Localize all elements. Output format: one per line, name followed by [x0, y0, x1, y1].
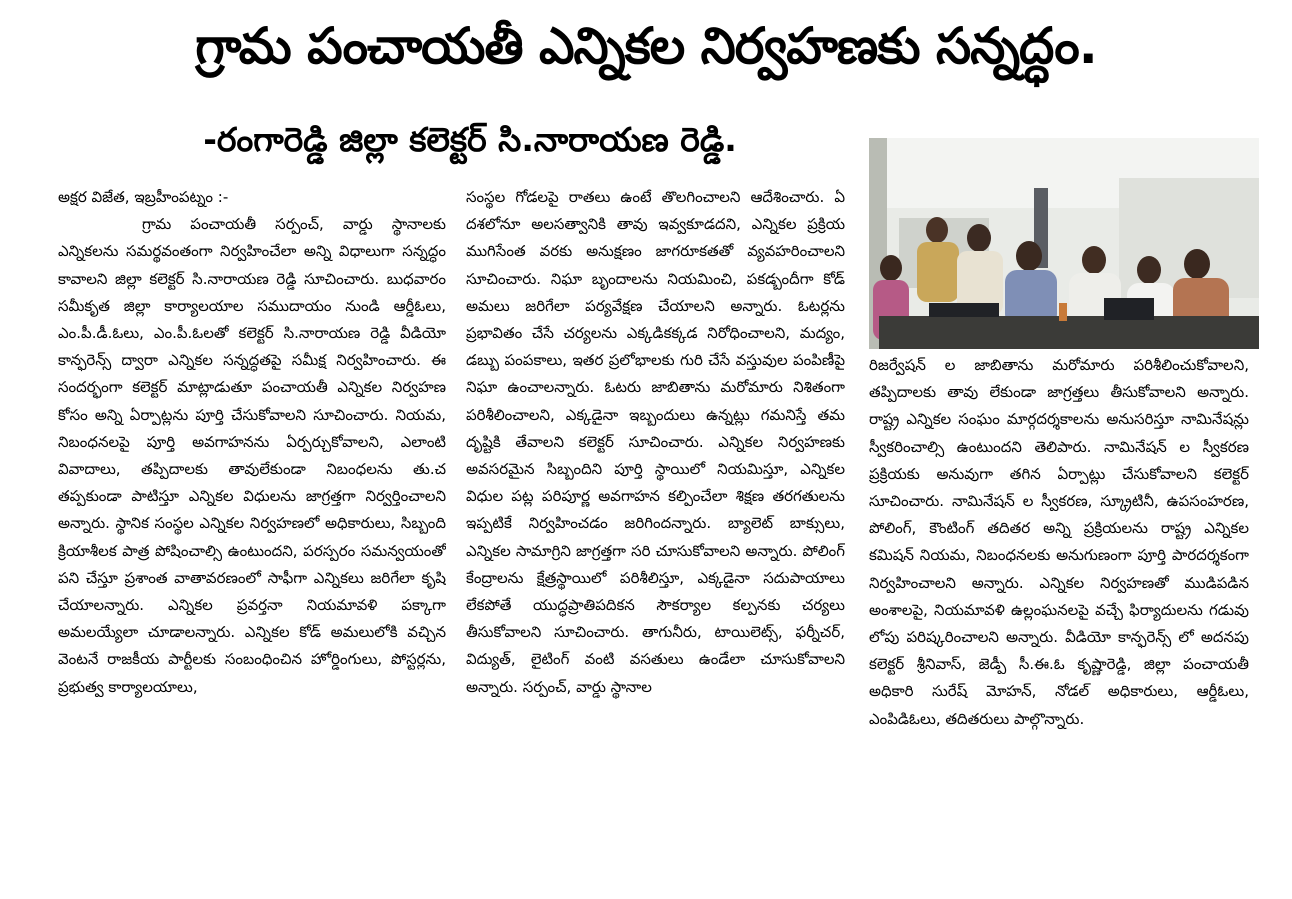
- article-text-1: గ్రామ పంచాయతీ సర్పంచ్, వార్డు స్థానాలకు ఎన్నికలను సమర్థవంతంగా నిర్వహించేలా అన్ని విధాలుగా సన్నద్ధం కావాలని జిల్లా కలెక్టర్ సి.నారాయణ రెడ్డి సూచించారు. బుధవారం సమీకృత జిల్లా కార్యాలయాల సముదాయం నుండి ఆర్డీఓలు, ఎం.పీ.డీ.ఓలు, ఎం.పీ.ఓలతో కలెక్టర్ సి.నారాయణ రెడ్డి వీడియో కాన్ఫరెన్స్ ద్వారా ఎన్నికల సన్నద్ధతపై సమీక్ష నిర్వహించారు. ఈ సందర్భంగా కలెక్టర్ మాట్లాడుతూ పంచాయతీ ఎన్నికల నిర్వహణ కోసం అన్ని ఏర్పాట్లను పూర్తి చేసుకోవాలని సూచించారు. నియమ, నిబంధనలపై పూర్తి అవగాహనను ఏర్పర్చుకోవాలని, ఎలాంటి వివాదాలు, తప్పిదాలకు తావులేకుండా నిబంధలను తు.చ తప్పకుండా పాటిస్తూ ఎన్నికల విధులను జాగ్రత్తగా నిర్వర్తించాలని అన్నారు. స్థానిక సంస్థల ఎన్నికల నిర్వహణలో అధికారులు, సిబ్బంది క్రియాశీలక పాత్ర పోషించాల్సి ఉంటుందని, పరస్పరం సమన్వయంతో పని చేస్తూ ప్రశాంత వాతావరణంలో సాఫీగా ఎన్నికలు జరిగేలా కృషి చేయాలన్నారు. ఎన్నికల ప్రవర్తనా నియమావళి పక్కాగా అమలయ్యేలా చూడాలన్నారు. ఎన్నికల కోడ్ అమలులోకి వచ్చిన వెంటనే రాజకీయ పార్టీలకు సంబంధించిన హోర్డింగులు, పోస్టర్లను, ప్రభుత్వ కార్యాలయాలు,: [58, 215, 446, 696]
- meeting-photo-illustration: [869, 138, 1259, 349]
- article-column-1: [58, 184, 446, 890]
- article-column-2: [466, 184, 845, 890]
- subheadline: -రంగారెడ్డి జిల్లా కలెక్టర్ సి.నారాయణ రెడ్డి.: [203, 120, 737, 159]
- article-text-2: సంస్థల గోడలపై రాతలు ఉంటే తొలగించాలని ఆదేశించారు. ఏ దశలోనూ అలసత్వానికి తావు ఇవ్వకూడదని, ఎన్నికల ప్రక్రియ ముగిసేంత వరకు అనుక్షణం జాగరూకతతో వ్యవహరించాలని సూచించారు. నిఘా బృందాలను నియమించి, పకడ్బందీగా కోడ్ అమలు జరిగేలా పర్యవేక్షణ చేయాలని అన్నారు. ఓటర్లను ప్రభావితం చేసే చర్యలను ఎక్కడికక్కడ నిరోధించాలని, మద్యం, డబ్బు పంపకాలు, ఇతర ప్రలోభాలకు గురి చేసే వస్తువుల పంపిణీపై నిఘా ఉంచాలన్నారు. ఓటరు జాబితాను మరోమారు నిశితంగా పరిశీలించాలని, ఎక్కడైనా ఇబ్బందులు ఉన్నట్లు గమనిస్తే తమ దృష్టికి తేవాలని కలెక్టర్ సూచించారు. ఎన్నికల నిర్వహణకు అవసరమైన సిబ్బందిని పూర్తి స్థాయిలో నియమిస్తూ, ఎన్నికల విధుల పట్ల పరిపూర్ణ అవగాహన కల్పించేలా శిక్షణ తరగతులను ఇప్పటికే నిర్వహించడం జరిగిందన్నారు. బ్యాలెట్ బాక్సులు, ఎన్నికల సామాగ్రిని జాగ్రత్తగా సరి చూసుకోవాలని అన్నారు. పోలింగ్ కేంద్రాలను క్షేత్రస్థాయిలో పరిశీలిస్తూ, ఎక్కడైనా సదుపాయాలు లేకపోతే యుద్ధప్రాతిపదికన సౌకర్యాల కల్పనకు చర్యలు తీసుకోవాలని సూచించారు. తాగునీరు, టాయిలెట్స్, ఫర్నీచర్, విద్యుత్, లైటింగ్ వంటి వసతులు ఉండేలా చూసుకోవాలని అన్నారు. సర్పంచ్, వార్డు స్థానాల: [466, 188, 845, 696]
- headline: గ్రామ పంచాయతీ ఎన్నికల నిర్వహణకు సన్నద్ధం.: [195, 17, 1097, 75]
- article-text-3: రిజర్వేషన్ ల జాబితాను మరోమారు పరిశీలించుకోవాలని, తప్పిదాలకు తావు లేకుండా జాగ్రత్తలు తీసుకోవాలని అన్నారు. రాష్ట్ర ఎన్నికల సంఘం మార్గదర్శకాలను అనుసరిస్తూ నామినేషన్లు స్వీకరించాల్సి ఉంటుందని తెలిపారు. నామినేషన్ ల స్వీకరణ ప్రక్రియకు అనువుగా తగిన ఏర్పాట్లు చేసుకోవాలని కలెక్టర్ సూచించారు. నామినేషన్ ల స్వీకరణ, స్క్రూటినీ, ఉపసంహరణ, పోలింగ్, కౌంటింగ్ తదితర అన్ని ప్రక్రియలను రాష్ట్ర ఎన్నికల కమిషన్ నియమ, నిబంధనలకు అనుగుణంగా పూర్తి పారదర్శకంగా నిర్వహించాలని అన్నారు. ఎన్నికల నిర్వహణతో ముడిపడిన అంశాలపై, నియమావళి ఉల్లంఘనలపై వచ్చే ఫిర్యాదులను గడువు లోపు పరిష్కరించాలని అన్నారు. వీడియో కాన్ఫరెన్స్ లో అదనపు కలెక్టర్ శ్రీనివాస్, జెడ్పీ సీ.ఈ.ఓ కృష్ణారెడ్డి, జిల్లా పంచాయతీ అధికారి సురేష్ మోహన్, నోడల్ అధికారులు, ఆర్డీఓలు, ఎంపిడిఓలు, తదితరులు పాల్గొన్నారు.: [869, 356, 1249, 728]
- article-column-3: [869, 352, 1249, 890]
- dateline: అక్షర విజేత, ఇబ్రహీంపట్నం :-: [58, 188, 229, 206]
- meeting-photo: [869, 138, 1259, 349]
